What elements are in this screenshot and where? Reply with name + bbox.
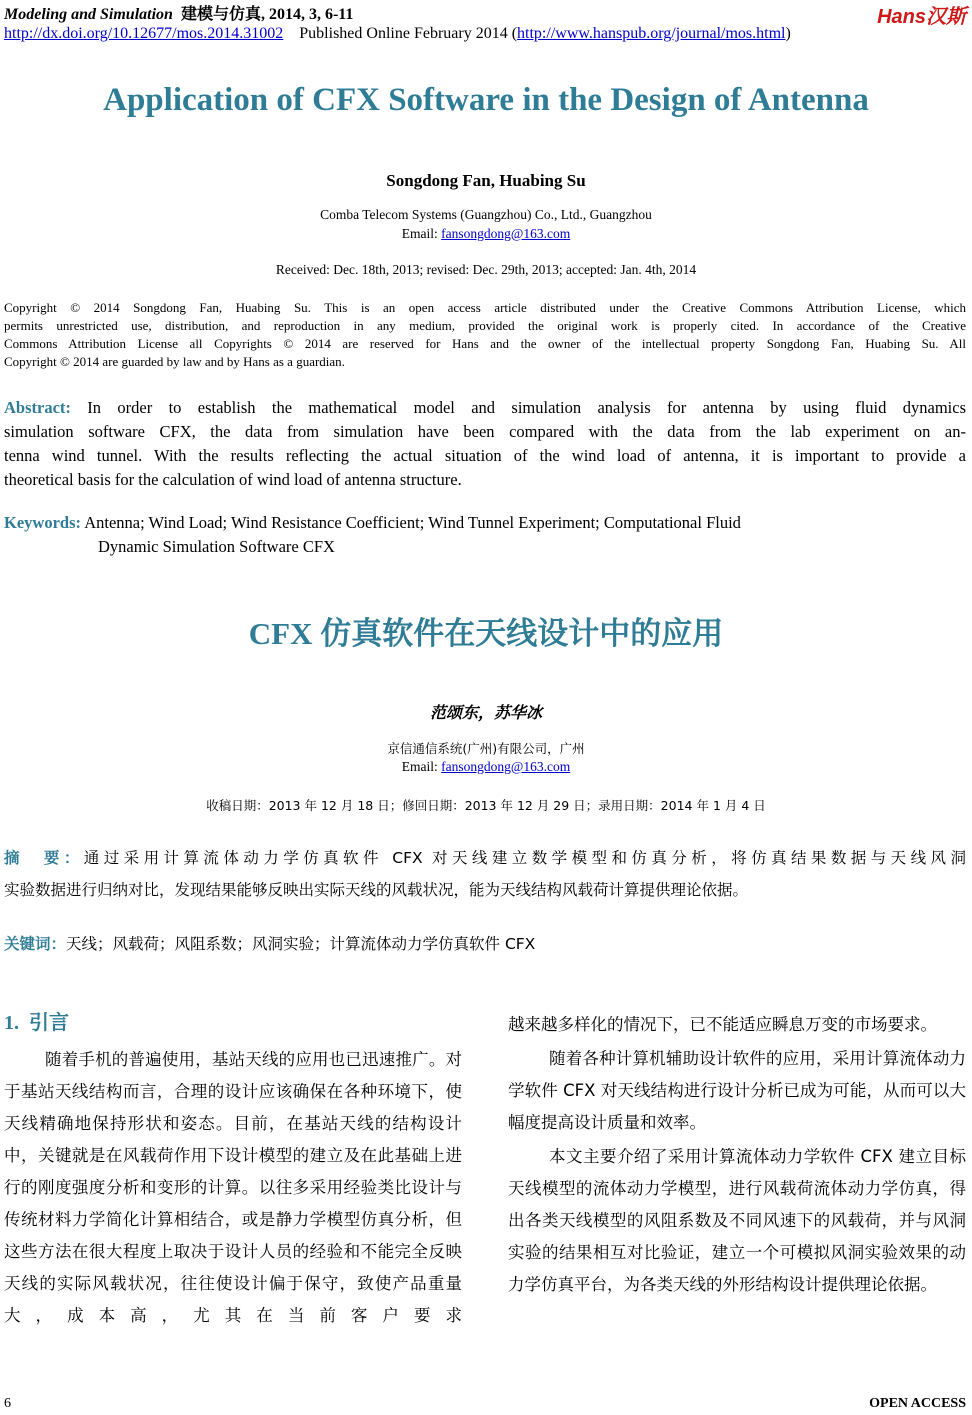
authors: Songdong Fan, Huabing Su [386, 171, 586, 190]
abstract-cn-line [4, 842, 966, 874]
publication-line [4, 25, 791, 43]
copyright-notice [4, 299, 966, 371]
paper-title: Application of CFX Software in the Design of Antenna [103, 82, 869, 118]
paragraph: 随着手机的普遍使用，基站天线的应用也已迅速推广。对于基站天线结构而言，合理的设计应该确保在各种环境下，使天线精确地保持形状和姿态。目前，在基站天线的结构设计中，关键就是在风载荷作用下设计模型的建立及在此基础上进行的刚度强度分析和变形的计算。以往多采用经验类比设计与传统材料力学简化计算相结合，或是静力学模型仿真分析，但这些方法在很大程度上取决于设计人员的经验和不能完全反映天线的实际风载状况，往往使设计偏于保守，致使产品重量大，成本高，尤其在当前客户要求 [4, 1050, 462, 1325]
paragraph: 本文主要介绍了采用计算流体动力学软件 CFX 建立目标天线模型的流体动力学模型，进行风载荷流体动力学仿真，得出各类天线模型的风阻系数及不同风速下的风载荷，并与风洞实验的结果相互对比验证，建立一个可模拟风洞实验效果的动力学仿真平台，为各类天线的外形结构设计提供理论依据。 [508, 1147, 966, 1294]
paragraph: 随着各种计算机辅助设计软件的应用，采用计算流体动力学软件 CFX 对天线结构进行设计分析已成为可能，从而可以大幅度提高设计质量和效率。 [508, 1049, 966, 1132]
page-number: 6 [4, 1396, 11, 1411]
abstract-text: In order to establish the mathematical model and simulation analysis for antenna by using fluid dynamics [87, 398, 966, 417]
section-heading [4, 1006, 69, 1035]
right-column [508, 1009, 966, 1301]
journal-link[interactable]: http://www.hanspub.org/journal/mos.html [517, 25, 786, 42]
open-access-label: OPEN ACCESS [869, 1396, 966, 1411]
abstract-line: theoretical basis for the calculation of wind load of antenna structure. [4, 470, 462, 489]
dates-cn: 收稿日期：2013 年 12 月 18 日；修回日期：2013 年 12 月 29 日；录用日期：2014 年 1 月 4 日 [206, 798, 766, 813]
received-dates: Received: Dec. 18th, 2013; revised: Dec. 29th, 2013; accepted: Jan. 4th, 2014 [275, 262, 697, 277]
affiliation: Comba Telecom Systems (Guangzhou) Co., Ltd., Guangzhou [320, 207, 652, 222]
journal-header [4, 1, 353, 24]
email-label: Email: [401, 759, 442, 774]
affiliation-cn: 京信通信系统(广州)有限公司，广州 [387, 741, 585, 756]
published-text: Published Online February 2014 ( [299, 25, 518, 42]
paren: ) [785, 25, 791, 42]
left-column [4, 1044, 462, 1332]
abstract-cn-line: 实验数据进行归纳对比，发现结果能够反映出实际天线的风载状况，能为天线结构风载荷计算提供理论依据。 [4, 881, 749, 899]
journal-citation: 建模与仿真, 2014, 3, 6-11 [180, 6, 354, 23]
keywords-text: Antenna; Wind Load; Wind Resistance Coefficient; Wind Tunnel Experiment; Computational Fluid [84, 513, 741, 532]
copyright-line: permits unrestricted use, distribution, and reproduction in any medium, provided the original work is properly cited. In accordance of the Creative [4, 318, 966, 333]
abstract-line [4, 396, 966, 420]
abstract-label: Abstract: [4, 398, 71, 417]
copyright-line: Copyright © 2014 are guarded by law and by Hans as a guardian. [4, 354, 345, 369]
email-link[interactable]: fansongdong@163.com [441, 759, 571, 774]
abstract-line: simulation software CFX, the data from simulation have been compared with the data from the lab experiment on an- [4, 422, 966, 441]
section-title: 引言 [29, 1010, 69, 1034]
abstract-line: tenna wind tunnel. With the results reflecting the actual situation of the wind load of antenna, it is important to provide a [4, 446, 966, 465]
keywords-cn-text: 天线；风载荷；风阻系数；风洞实验；计算流体动力学仿真软件 CFX [66, 935, 536, 953]
email-line [0, 226, 972, 242]
hans-logo: Hans汉斯 [877, 6, 966, 28]
authors-cn: 范颂东，苏华冰 [429, 703, 542, 722]
paragraph: 越来越多样化的情况下，已不能适应瞬息万变的市场要求。 [508, 1015, 937, 1034]
keywords-label: Keywords: [4, 513, 81, 532]
journal-name: Modeling and Simulation [4, 6, 173, 23]
keywords-text: Dynamic Simulation Software CFX [98, 537, 335, 556]
email-label: Email: [401, 226, 442, 241]
abstract-cn-label: 摘 要： [4, 849, 84, 867]
copyright-line: Commons Attribution License all Copyrights © 2014 are reserved for Hans and the owner of the intellectual property Songdong Fan, Huabing Su. All [4, 336, 966, 351]
keywords [4, 511, 741, 559]
abstract [4, 396, 966, 492]
paper-title-cn: CFX 仿真软件在天线设计中的应用 [248, 616, 724, 651]
abstract-cn [4, 842, 966, 906]
email-line-cn [0, 759, 972, 775]
keywords-cn-label: 关键词： [4, 935, 67, 953]
abstract-cn-text: 通过采用计算流体动力学仿真软件 CFX 对天线建立数学模型和仿真分析，将仿真结果数据与天线风洞 [83, 849, 966, 867]
keywords-cn [4, 928, 535, 960]
copyright-line: Copyright © 2014 Songdong Fan, Huabing Su. This is an open access article distributed under the Creative Commons Attribution License, which [4, 300, 966, 315]
email-link[interactable]: fansongdong@163.com [441, 226, 571, 241]
doi-link[interactable]: http://dx.doi.org/10.12677/mos.2014.31002 [4, 25, 284, 42]
section-number: 1. [4, 1012, 19, 1034]
